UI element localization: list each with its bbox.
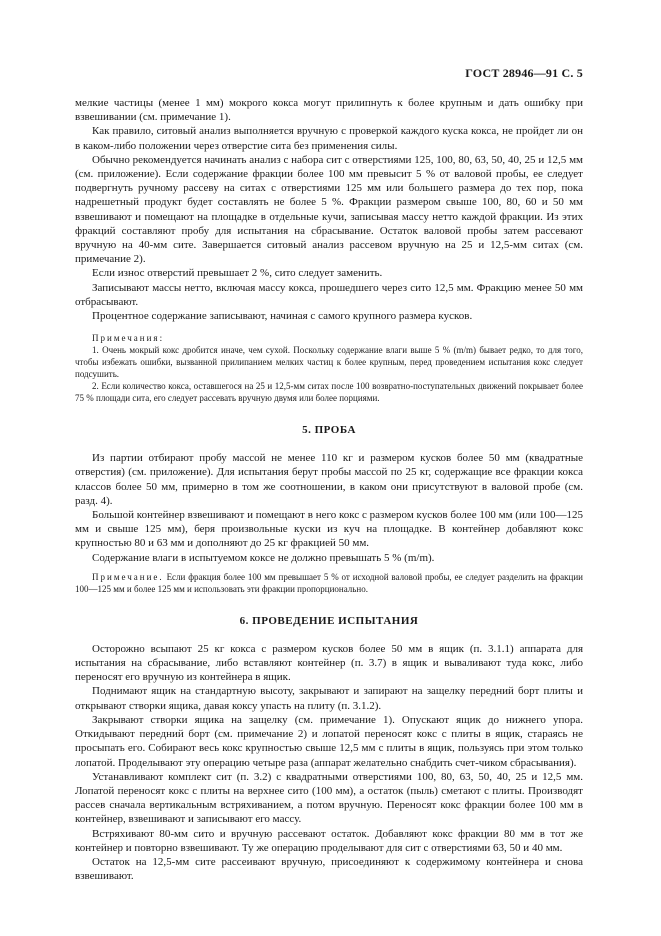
document-body — [75, 96, 583, 883]
note-item: 1. Очень мокрый кокс дробится иначе, чем сухой. Поскольку содержание влаги выше 5 % (m/m) бывает редко, то для того, чтобы избежать ошибки, вызванной прилипанием мелких частиц к более крупным, перед проведением испытания кокс следует подсушить. — [75, 345, 583, 380]
notes-heading: Примечания: — [92, 333, 165, 344]
note-text: Если фракция более 100 мм превышает 5 % от исходной валовой пробы, ее следует разделить на фракции 100—125 мм и более 125 мм и использовать эти фракции пропорционально. — [75, 571, 584, 594]
section-note — [75, 571, 583, 595]
section-title: 6. ПРОВЕДЕНИЕ ИСПЫТАНИЯ — [239, 614, 419, 627]
paragraph: Если износ отверстий превышает 2 %, сито следует заменить. — [92, 267, 383, 280]
note-item: 2. Если количество кокса, оставшегося на 25 и 12,5-мм ситах после 100 возвратно-поступательных движений покрывает более 75 % площади сита, его следует рассевать вручную двумя или более порциями. — [75, 381, 583, 404]
note-label: Примечание. — [92, 571, 164, 582]
paragraph: Осторожно всыпают 25 кг кокса с размером кусков более 50 мм в ящик (п. 3.1.1) аппарата для испытания на сбрасывание, либо вставляют контейнер (п. 3.7) в ящик и вываливают туда кокс, либо переносят его вручную из контейнера в ящик. — [75, 642, 583, 684]
paragraph: Поднимают ящик на стандартную высоту, закрывают и запирают на защелку передний борт плиты и открывают створки ящика, давая коксу упасть на плиту (п. 3.1.2). — [75, 685, 583, 712]
paragraph: Процентное содержание записывают, начиная с самого крупного размера кусков. — [92, 310, 473, 323]
paragraph: Встряхивают 80-мм сито и вручную рассевают остаток. Добавляют кокс фракции 80 мм в тот же контейнер и повторно взвешивают. Ту же операцию проделывают для сит с отверстиями 63, 50 и 40 мм. — [75, 827, 583, 854]
paragraph: Записывают массы нетто, включая массу кокса, прошедшего через сито 12,5 мм. Фракцию менее 50 мм отбрасывают. — [75, 281, 583, 308]
paragraph: Остаток на 12,5-мм сите рассеивают вручную, присоединяют к содержимому контейнера и снова взвешивают. — [75, 855, 583, 883]
paragraph: Из партии отбирают пробу массой не менее 110 кг и размером кусков более 50 мм (квадратные отверстия) (см. приложение). Для испытания берут пробы массой по 25 кг, содержащие все фракции кокса классов более 50 мм, примерно в том же соотношении, в каком они присутствуют в валовой пробе (см. разд. 4). — [75, 452, 583, 507]
paragraph: Большой контейнер взвешивают и помещают в него кокс с размером кусков более 100 мм (или 100—125 мм и свыше 125 мм), беря произвольные куски из куч на площадке. В контейнер добавляют кокс крупностью 80 и 63 мм и дополняют до 25 кг фракцией 50 мм. — [75, 509, 583, 550]
paragraph: Закрывают створки ящика на защелку (см. примечание 1). Опускают ящик до нижнего упора. Откидывают передний борт (см. примечание 2) и лопатой переносят кокс с плиты в ящик, стараясь не просыпать его. Собирают весь кокс крупностью свыше 12,5 мм с плиты в ящик, пользуясь при этом только лопатой. Проделывают эту операцию четыре раза (аппарат желательно снабдить счет-чиком сбрасывания). — [75, 713, 583, 769]
paragraph: Устанавливают комплект сит (п. 3.2) с квадратными отверстиями 100, 80, 63, 50, 40, 25 и 12,5 мм. Лопатой переносят кокс с плиты на верхнее сито (100 мм), а остаток (пыль) сметают с плиты. Производят рассев сначала вертикальным встряхиванием, а потом вручную. Переносят кокс фракции более 100 мм в контейнер, взвешивают и записывают его массу. — [75, 770, 583, 826]
paragraph: мелкие частицы (менее 1 мм) мокрого кокса могут прилипнуть к более крупным и дать ошибку при взвешивании (см. примечание 1). — [75, 97, 583, 124]
paragraph: Содержание влаги в испытуемом коксе не должно превышать 5 % (m/m). — [92, 551, 435, 564]
section-title: 5. ПРОБА — [302, 424, 356, 437]
paragraph: Как правило, ситовый анализ выполняется вручную с проверкой каждого куска кокса, не пройдет ли он в каком-либо положении через отверстие сита без применения силы. — [75, 125, 583, 152]
page-header: ГОСТ 28946—91 С. 5 — [465, 66, 583, 80]
paragraph: Обычно рекомендуется начинать анализ с набора сит с отверстиями 125, 100, 80, 63, 50, 40, 25 и 12,5 мм (см. приложение). Если содержание фракции более 100 мм превысит 5 % от валовой пробы, ее следует подвергнуть ручному рассеву на ситах с отверстиями 125 мм или большего размера до тех пор, пока надрешетный продукт будет составлять не более 5 %. Фракции размером свыше 100, 80, 60 и 50 мм взвешивают и помещают на площадке в отдельные кучи, записывая массу нетто каждой фракции. Из этих фракций составляют пробу для испытания на сбрасывание. Остаток валовой пробы затем рассевают вручную на 40-мм сите. Завершается ситовый анализ рассевом вручную на 25 и 12,5-мм ситах (см. примечание 2). — [75, 153, 583, 266]
